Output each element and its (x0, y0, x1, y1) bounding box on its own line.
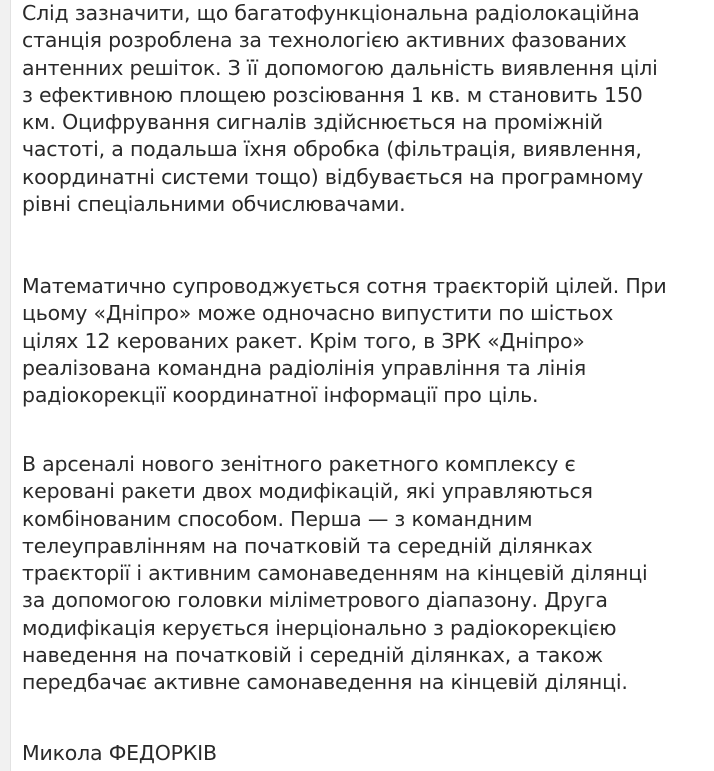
text-line: В арсеналі нового зенітного ракетного комплексу є (22, 452, 576, 476)
paragraph-radar (22, 0, 658, 218)
text-line: траєкторії і активним самонаведенням на кінцевій ділянці (22, 561, 648, 586)
text-line: Математично супроводжується сотня траєкторій цілей. При (22, 274, 667, 298)
text-line: координатні системи тощо) відбувається на програмному (22, 164, 644, 189)
text-line: реалізована командна радіолінія управління та лінія (22, 355, 586, 380)
text-line: цілях 12 керованих ракет. Крім того, в ЗРК «Дніпро» (22, 328, 585, 353)
text-line: станція розроблена за технологією активних фазованих (22, 28, 627, 53)
text-line: модифікація керується інерціонально з радіокорекцією (22, 615, 617, 640)
text-line: км. Оцифрування сигналів здійснюється на проміжній (22, 110, 603, 135)
author-signature: Микола ФЕДОРКІВ (22, 741, 217, 765)
left-border (0, 0, 11, 771)
text-line: наведення на початковій і середній ділянках, а також (22, 643, 603, 668)
text-line: передбачає активне самонаведення на кінцевій ділянці. (22, 670, 628, 695)
text-line: рівні спеціальними обчислювачами. (22, 192, 406, 217)
text-line: за допомогою головки міліметрового діапазону. Друга (22, 588, 608, 613)
text-line: комбінованим способом. Перша — з командним (22, 506, 533, 531)
text-line: з ефективною площею розсіювання 1 кв. м становить 150 (22, 82, 643, 107)
paragraph-tracking (22, 273, 666, 409)
text-line: радіокорекції координатної інформації про ціль. (22, 383, 539, 408)
paragraph-missiles (22, 451, 647, 697)
text-line: частоті, а подальша їхня обробка (фільтрація, виявлення, (22, 137, 642, 162)
text-line: цьому «Дніпро» може одночасно випустити по шістьох (22, 301, 614, 326)
text-line: антенних решіток. З її допомогою дальність виявлення цілі (22, 55, 658, 80)
text-line: телеуправлінням на початковій та середній ділянках (22, 533, 593, 558)
text-line: Слід зазначити, що багатофункціональна радіолокаційна (22, 1, 640, 25)
text-line: керовані ракети двох модифікацій, які управляються (22, 479, 593, 504)
